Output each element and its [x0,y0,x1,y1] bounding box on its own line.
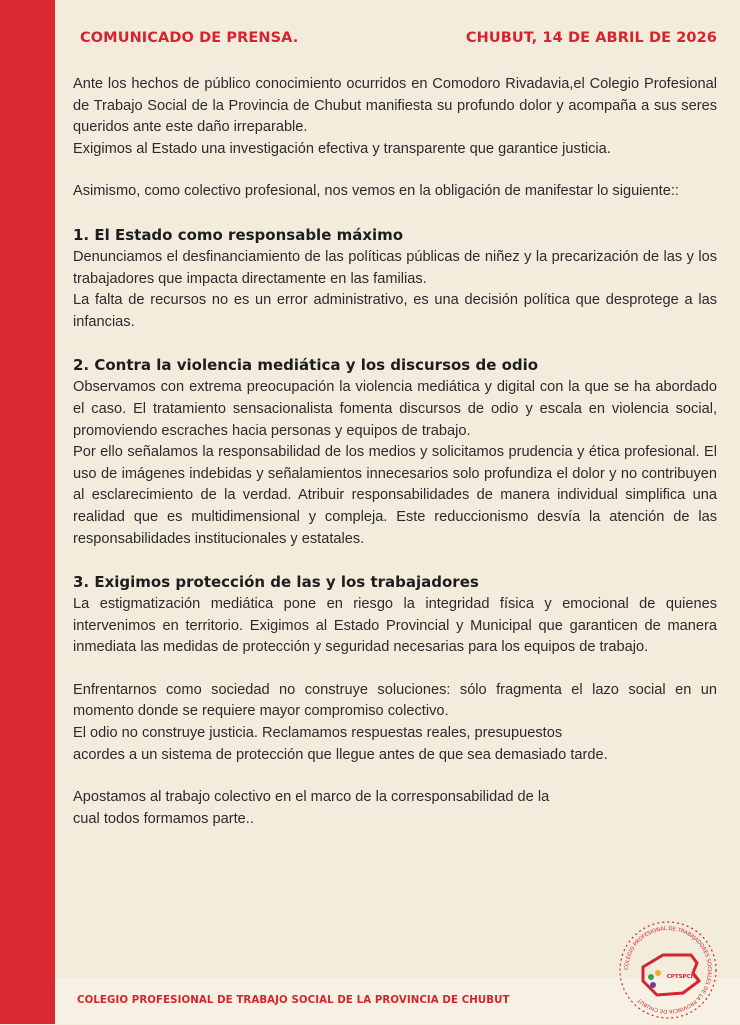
intro-statement: Asimismo, como colectivo profesional, nos vemos en la obligación de manifestar lo siguiente:: [73,183,679,200]
section-1-paragraph: La falta de recursos no es un error administrativo, es una decisión política que desprotege a las infancias. [73,292,717,330]
closing-line: acordes a un sistema de protección que llegue antes de que sea demasiado tarde. [73,746,608,763]
press-release-page [55,0,740,1024]
closing-paragraph: Enfrentarnos como sociedad no construye soluciones: sólo fragmenta el lazo social en un momento donde se requiere mayor compromiso colectivo. [73,681,717,720]
section-3-paragraph: La estigmatización mediática pone en riesgo la integridad física y emocional de quienes intervenimos en territorio. Exigimos al Estado Provincial y Municipal que garanticen de manera inmediata las medidas de protección y seguridad necesarias para los equipos de trabajo. [73,596,717,656]
section-heading-1: 1. El Estado como responsable máximo [73,225,404,244]
footer-institution-name: COLEGIO PROFESIONAL DE TRABAJO SOCIAL DE LA PROVINCIA DE CHUBUT [77,995,510,1006]
intro-demand: Exigimos al Estado una investigación efectiva y transparente que garantice justicia. [73,140,611,157]
document-body [73,74,717,830]
hand-yellow-icon [655,970,661,976]
seal-ring-text: COLEGIO PROFESIONAL DE TRABAJADORES SOCIALES DE LA PROVINCIA DE CHUBUT [623,925,713,1015]
hand-green-icon [648,974,654,980]
section-heading-2: 2. Contra la violencia mediática y los discursos de odio [73,356,539,375]
section-1-paragraph: Denunciamos el desfinanciamiento de las políticas públicas de niñez y la precarización de las y los trabajadores que impacta directamente en las familias. [73,248,717,287]
closing-line: cual todos formamos parte.. [73,810,254,827]
closing-line: Apostamos al trabajo colectivo en el marco de la corresponsabilidad de la [73,789,550,806]
section-2-paragraph: Por ello señalamos la responsabilidad de los medios y solicitamos prudencia y ética profesional. El uso de imágenes indebidas y señalamientos innecesarios solo profundiza el dolor y no contribuyen al esclarecimiento de la verdad. Atribuir responsabilidades de manera individual simplifica una realidad que es multidimensional y compleja. Este reduccionismo desvía la atención de las responsabilidades institucionales y estatales. [73,444,717,547]
hand-purple-icon [650,982,656,988]
section-2-paragraph: Observamos con extrema preocupación la violencia mediática y digital con la que se ha abordado el caso. El tratamiento sensacionalista fomenta discursos de odio y escala en violencia social, promoviendo escraches hacia personas y equipos de trabajo. [73,379,717,439]
section-heading-3: 3. Exigimos protección de las y los trabajadores [73,573,479,592]
seal-outer-ring [620,922,716,1018]
college-seal-logo [613,915,723,1025]
seal-center-text: CPTSPCH [666,974,696,980]
intro-paragraph: Ante los hechos de público conocimiento ocurridos en Comodoro Rivadavia,el Colegio Profesional de Trabajo Social de la Provincia de Chubut manifiesta su profundo dolor y acompaña a sus seres queridos ante este daño irreparable. [73,76,717,136]
left-red-stripe [0,0,55,1024]
document-type-header: COMUNICADO DE PRENSA. [80,30,299,46]
closing-line: El odio no construye justicia. Reclamamos respuestas reales, presupuestos [73,725,563,742]
date-header: CHUBUT, 14 DE ABRIL DE 2026 [465,30,717,46]
